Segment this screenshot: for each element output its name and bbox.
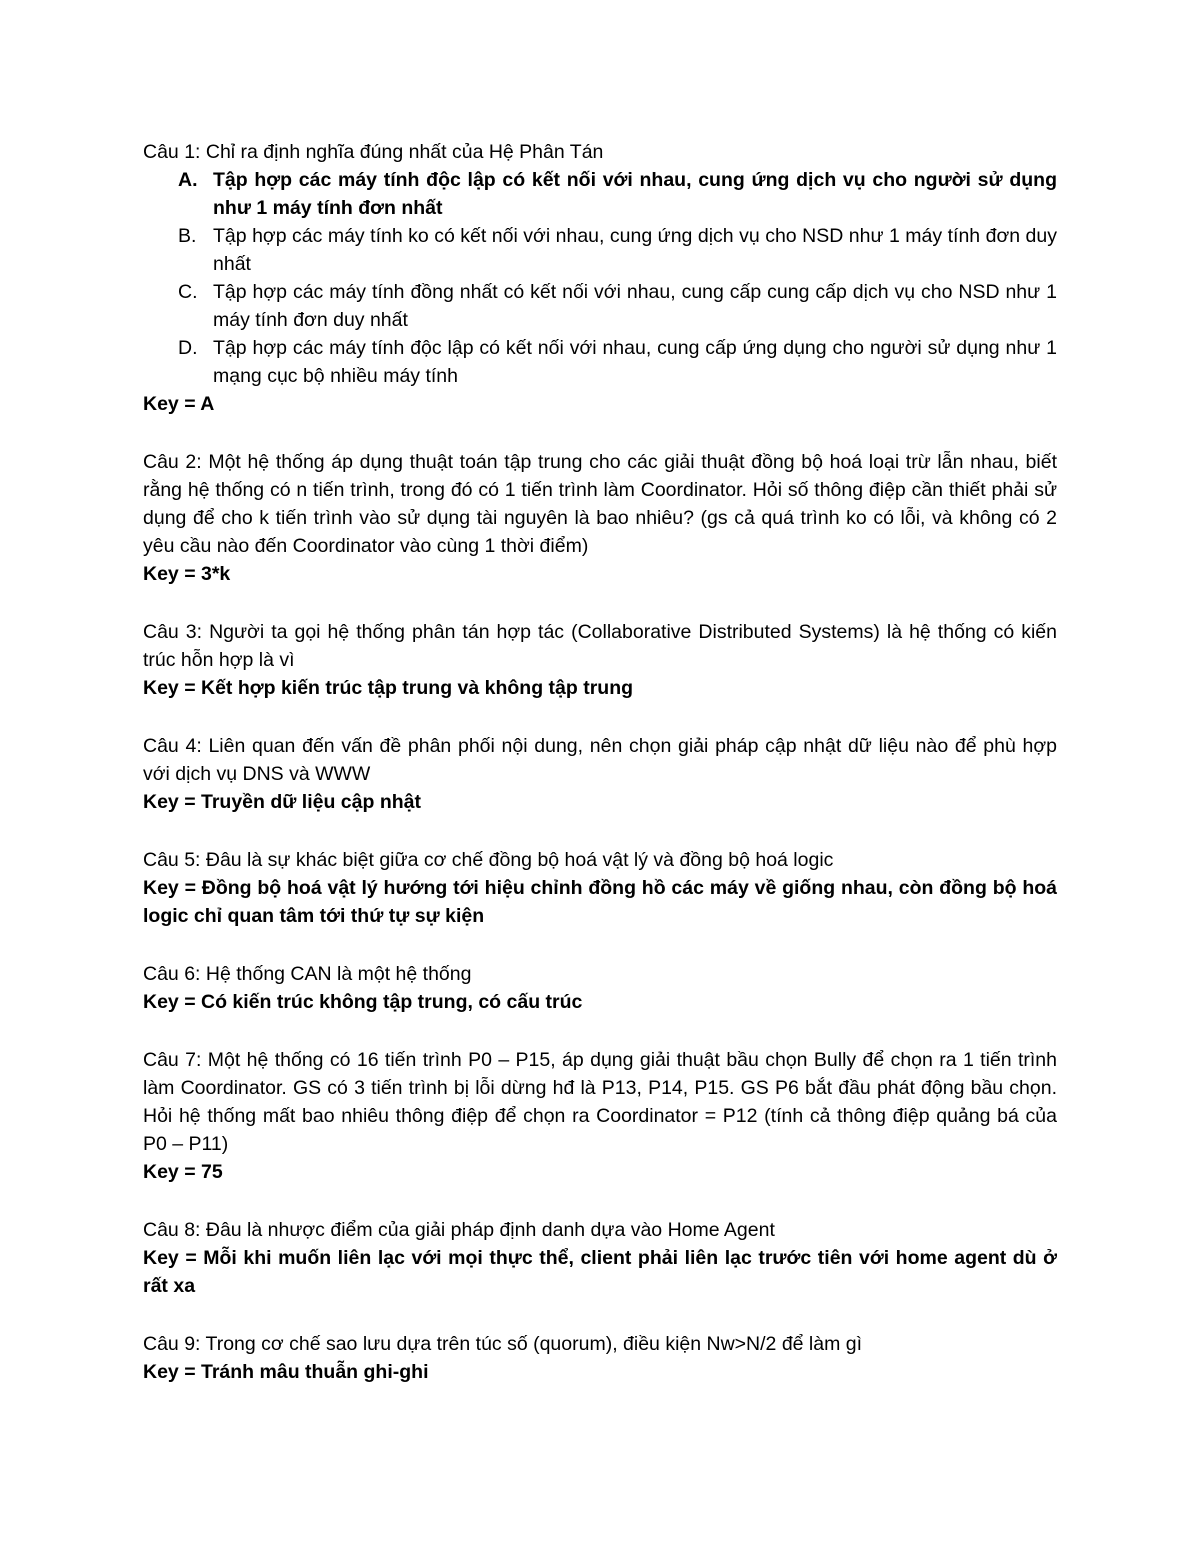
option-d-text: Tập hợp các máy tính độc lập có kết nối với nhau, cung cấp ứng dụng cho người sử dụng như 1 mạng cục bộ nhiều máy tính — [213, 337, 1057, 387]
option-a-letter: A. — [178, 169, 198, 191]
option-b-text: Tập hợp các máy tính ko có kết nối với nhau, cung ứng dịch vụ cho NSD như 1 máy tính đơn duy nhất — [213, 225, 1057, 275]
option-a — [143, 166, 1057, 222]
option-d — [143, 334, 1057, 390]
question-2-text: Câu 2: Một hệ thống áp dụng thuật toán tập trung cho các giải thuật đồng bộ hoá loại trừ lẫn nhau, biết rằng hệ thống có n tiến trình, trong đó có 1 tiến trình làm Coordinator. Hỏi số thông điệp cần thiết phải sử dụng để cho k tiến trình vào sử dụng tài nguyên là bao nhiêu? (gs cả quá trình ko có lỗi, và không có 2 yêu cầu nào đến Coordinator vào cùng 1 thời điểm) — [143, 451, 1057, 557]
question-9-answer-key: Key = Tránh mâu thuẫn ghi-ghi — [143, 1361, 429, 1383]
question-1 — [143, 138, 1057, 418]
question-7 — [143, 1046, 1057, 1186]
option-c — [143, 278, 1057, 334]
option-d-letter: D. — [178, 337, 198, 359]
question-2 — [143, 448, 1057, 588]
question-8-answer-key: Key = Mỗi khi muốn liên lạc với mọi thực thể, client phải liên lạc trước tiên với home agent dù ở rất xa — [143, 1247, 1057, 1297]
question-1-text: Câu 1: Chỉ ra định nghĩa đúng nhất của Hệ Phân Tán — [143, 141, 604, 163]
question-8-text: Câu 8: Đâu là nhược điểm của giải pháp định danh dựa vào Home Agent — [143, 1219, 775, 1241]
question-7-answer-key: Key = 75 — [143, 1161, 223, 1183]
option-c-text: Tập hợp các máy tính đồng nhất có kết nối với nhau, cung cấp cung cấp dịch vụ cho NSD như 1 máy tính đơn duy nhất — [213, 281, 1057, 331]
option-b — [143, 222, 1057, 278]
question-2-answer-key: Key = 3*k — [143, 563, 231, 585]
question-4-answer-key: Key = Truyền dữ liệu cập nhật — [143, 791, 421, 813]
question-6 — [143, 960, 1057, 1016]
question-5 — [143, 846, 1057, 930]
option-b-letter: B. — [178, 225, 197, 247]
option-a-text: Tập hợp các máy tính độc lập có kết nối với nhau, cung ứng dịch vụ cho người sử dụng như 1 máy tính đơn nhất — [213, 169, 1057, 219]
question-5-answer-key: Key = Đồng bộ hoá vật lý hướng tới hiệu chỉnh đồng hồ các máy về giống nhau, còn đồng bộ hoá logic chỉ quan tâm tới thứ tự sự kiện — [143, 877, 1057, 927]
question-8 — [143, 1216, 1057, 1300]
option-c-letter: C. — [178, 281, 198, 303]
question-5-text: Câu 5: Đâu là sự khác biệt giữa cơ chế đồng bộ hoá vật lý và đồng bộ hoá logic — [143, 849, 834, 871]
question-1-options — [143, 166, 1057, 390]
question-3-answer-key: Key = Kết hợp kiến trúc tập trung và không tập trung — [143, 677, 634, 699]
question-3 — [143, 618, 1057, 702]
question-6-answer-key: Key = Có kiến trúc không tập trung, có cấu trúc — [143, 991, 583, 1013]
question-6-text: Câu 6: Hệ thống CAN là một hệ thống — [143, 963, 472, 985]
question-3-text: Câu 3: Người ta gọi hệ thống phân tán hợp tác (Collaborative Distributed Systems) là hệ thống có kiến trúc hỗn hợp là vì — [143, 621, 1057, 671]
question-1-answer-key: Key = A — [143, 393, 215, 415]
question-4-text: Câu 4: Liên quan đến vấn đề phân phối nội dung, nên chọn giải pháp cập nhật dữ liệu nào để phù hợp với dịch vụ DNS và WWW — [143, 735, 1057, 785]
question-9-text: Câu 9: Trong cơ chế sao lưu dựa trên túc số (quorum), điều kiện Nw>N/2 để làm gì — [143, 1333, 863, 1355]
question-4 — [143, 732, 1057, 816]
question-9 — [143, 1330, 1057, 1386]
question-7-text: Câu 7: Một hệ thống có 16 tiến trình P0 – P15, áp dụng giải thuật bầu chọn Bully để chọn ra 1 tiến trình làm Coordinator. GS có 3 tiến trình bị lỗi dừng hđ là P13, P14, P15. GS P6 bắt đầu phát động bầu chọn. Hỏi hệ thống mất bao nhiêu thông điệp để chọn ra Coordinator = P12 (tính cả thông điệp quảng bá của P0 – P11) — [143, 1049, 1057, 1155]
